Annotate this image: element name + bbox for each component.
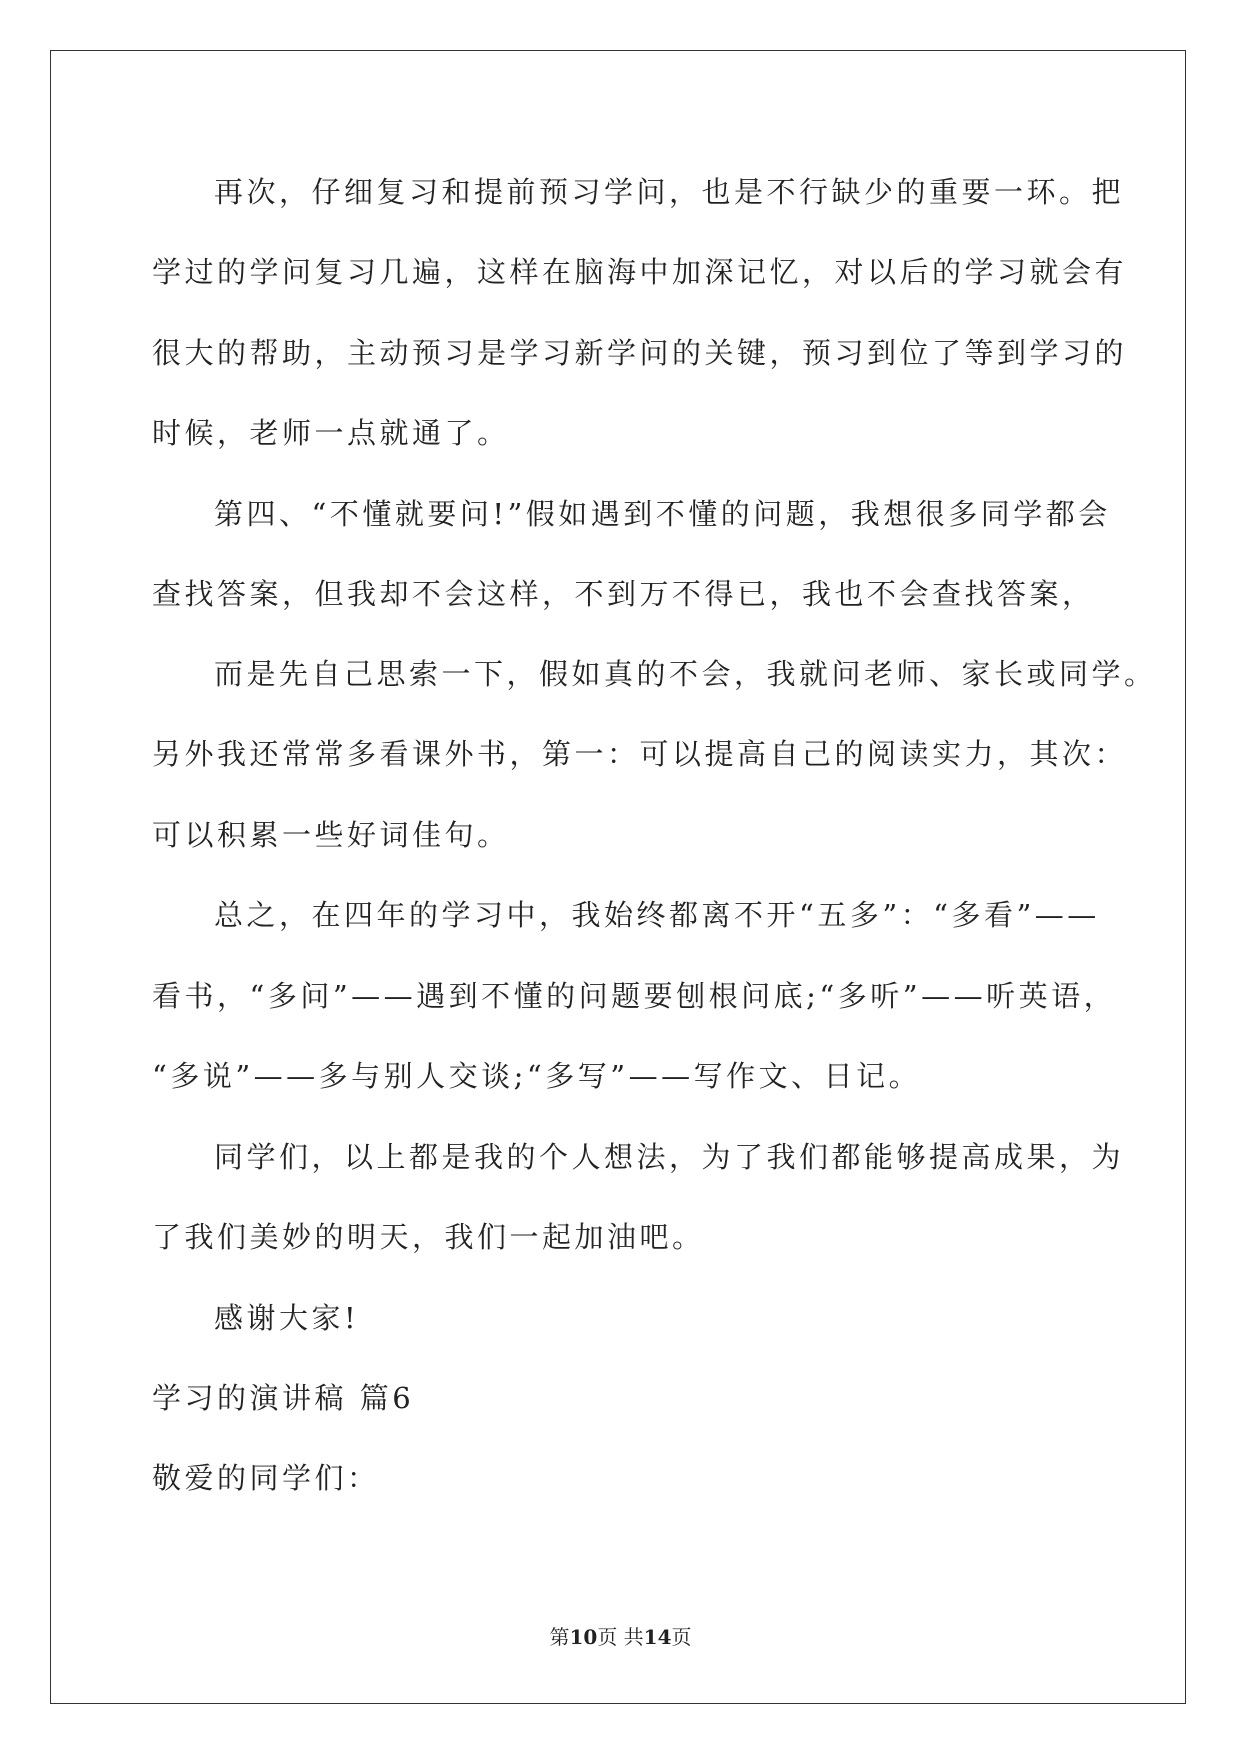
paragraph-line: 感谢大家! bbox=[214, 1301, 360, 1335]
paragraph-line: 时候，老师一点就通了。 bbox=[152, 416, 510, 450]
salutation: 敬爱的同学们： bbox=[152, 1461, 380, 1495]
paragraph-line: 而是先自己思索一下，假如真的不会，我就问老师、家长或同学。 bbox=[214, 657, 1157, 691]
paragraph-line: 总之，在四年的学习中，我始终都离不开“五多”：“多看”—— bbox=[214, 898, 1100, 932]
footer-prefix: 第 bbox=[549, 1625, 570, 1649]
paragraph-line: 再次，仔细复习和提前预习学问，也是不行缺少的重要一环。把 bbox=[214, 175, 1125, 209]
paragraph-line: 查找答案，但我却不会这样，不到万不得已，我也不会查找答案， bbox=[152, 577, 1095, 611]
page-border bbox=[50, 50, 1186, 1704]
total-page-number: 14 bbox=[643, 1625, 672, 1649]
paragraph-line: 另外我还常常多看课外书，第一：可以提高自己的阅读实力，其次： bbox=[152, 737, 1128, 771]
footer-middle: 页 共 bbox=[597, 1625, 644, 1649]
page-footer bbox=[0, 1624, 1241, 1650]
current-page-number: 10 bbox=[569, 1625, 598, 1649]
paragraph-line: 看书，“多问”——遇到不懂的问题要刨根问底;“多听”——听英语， bbox=[152, 979, 1117, 1013]
paragraph-line: 很大的帮助，主动预习是学习新学问的关键，预习到位了等到学习的 bbox=[152, 336, 1128, 370]
paragraph-line: 同学们，以上都是我的个人想法，为了我们都能够提高成果，为 bbox=[214, 1140, 1125, 1174]
paragraph-line: 了我们美妙的明天，我们一起加油吧。 bbox=[152, 1220, 705, 1254]
section-heading: 学习的演讲稿 篇6 bbox=[152, 1381, 415, 1415]
paragraph-line: “多说”——多与别人交谈;“多写”——写作文、日记。 bbox=[152, 1059, 922, 1093]
paragraph-line: 可以积累一些好词佳句。 bbox=[152, 818, 510, 852]
paragraph-line: 学过的学问复习几遍，这样在脑海中加深记忆，对以后的学习就会有 bbox=[152, 255, 1128, 289]
footer-suffix: 页 bbox=[671, 1625, 692, 1649]
paragraph-line: 第四、“不懂就要问!”假如遇到不懂的问题，我想很多同学都会 bbox=[214, 497, 1111, 531]
